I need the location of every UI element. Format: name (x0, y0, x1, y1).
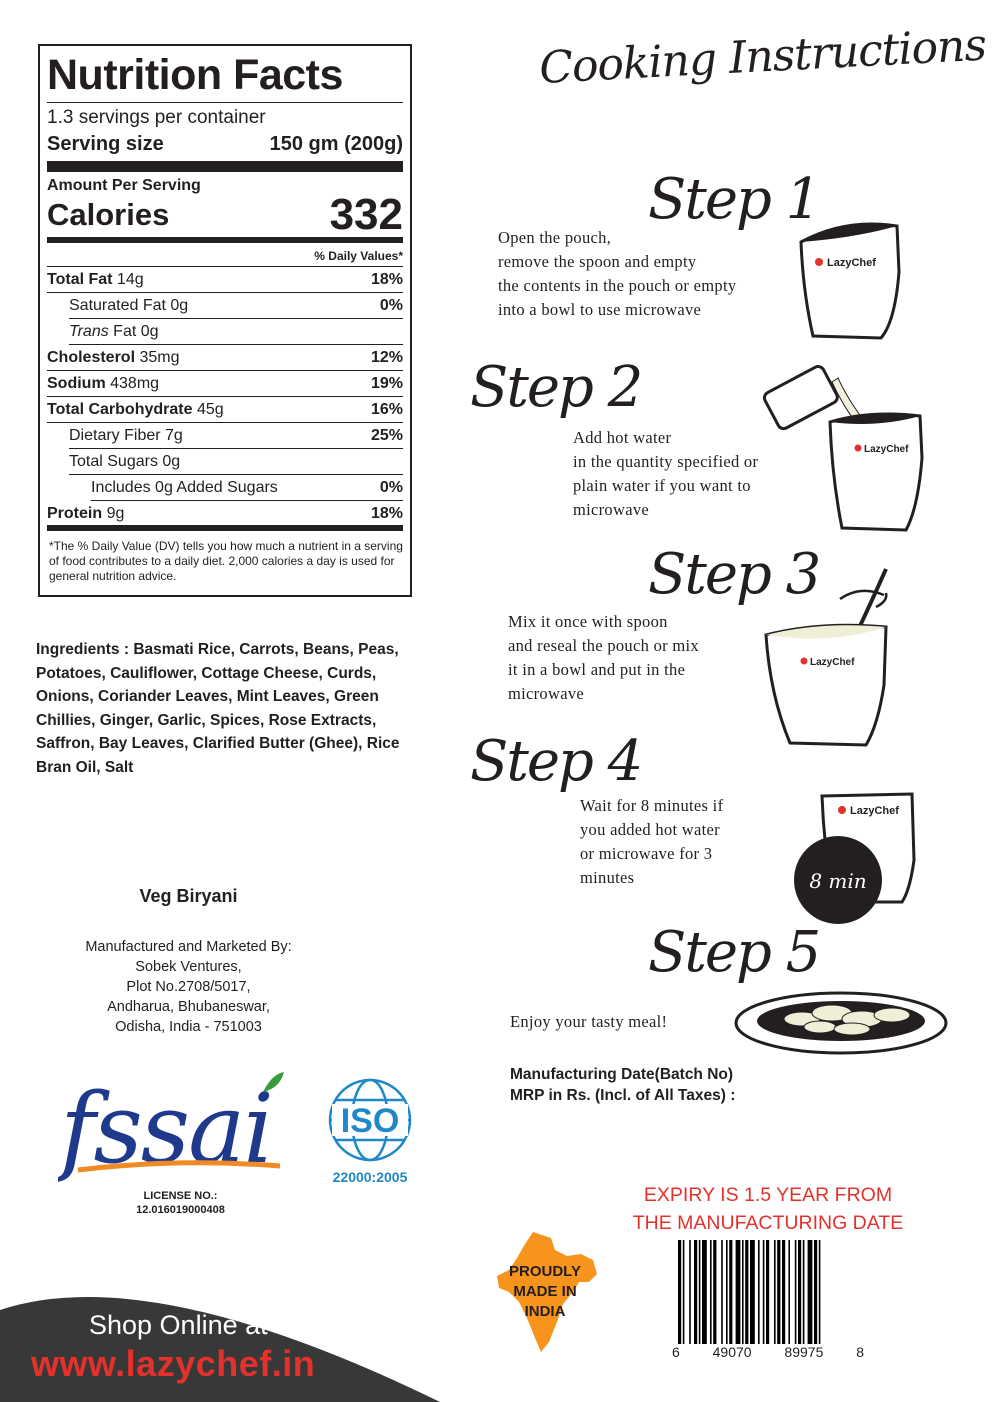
nutrient-amount: 35mg (135, 349, 180, 366)
nutrient-row-protein (47, 501, 403, 531)
barcode-bar (742, 1240, 744, 1355)
nutrient-percent: 18% (370, 505, 403, 522)
nutrient-row-total-sugars (69, 449, 403, 475)
nutrient-row-sodium (47, 371, 403, 397)
step-1-text (498, 226, 736, 322)
daily-value-footnote: *The % Daily Value (DV) tells you how much a nutrient in a serving of food contributes to a daily diet. 2,000 calories a day is used for general nutrition advice. (49, 539, 403, 583)
manufacturing-info (510, 1064, 735, 1106)
nutrient-amount: 14g (112, 271, 144, 288)
pouch-brand: LazyChef (827, 257, 876, 269)
nutrient-percent: 16% (370, 401, 403, 418)
barcode-bar (814, 1240, 817, 1355)
barcode-bar (777, 1240, 780, 1355)
barcode-bar (683, 1240, 685, 1355)
manufacturer-block (36, 937, 341, 1037)
timer-pouch-icon (792, 790, 922, 930)
nutrient-row-dietary-fiber (69, 423, 403, 449)
barcode-bar (745, 1240, 748, 1355)
step-line: Add hot water (573, 428, 672, 447)
daily-values-header: % Daily Values* (47, 243, 403, 267)
step-5-title: Step 5 (648, 920, 820, 985)
barcode-bar (736, 1240, 741, 1355)
india-badge-line: PROUDLY (509, 1263, 581, 1280)
calories-label: Calories (47, 197, 170, 232)
nutrient-name: Total Fat (47, 271, 113, 288)
barcode-bar (694, 1240, 697, 1355)
expiry-line: EXPIRY IS 1.5 YEAR FROM (643, 1184, 893, 1206)
nutrient-percent: 0% (379, 479, 403, 496)
nutrient-amount: Dietary Fiber 7g (69, 427, 183, 444)
barcode-bar (803, 1240, 805, 1355)
nutrient-name: Cholesterol (47, 349, 136, 366)
nutrient-row-cholesterol (47, 345, 403, 371)
calories-value: 332 (329, 190, 403, 239)
barcode-bar (710, 1240, 712, 1355)
barcode-bar (721, 1240, 723, 1355)
barcode-bar (763, 1240, 765, 1355)
barcode-bar (750, 1240, 755, 1355)
timer-badge-label: 8 min (809, 869, 867, 893)
nutrient-percent: 25% (370, 427, 403, 444)
barcode-bar (819, 1240, 821, 1355)
barcode-bar (766, 1240, 769, 1355)
ingredients-list: Ingredients : Basmati Rice, Carrots, Beans, Peas, Potatoes, Cauliflower, Cottage Cheese, Curds, Onions, Coriander Leaves, Mint Leaves, Green Chillies, Ginger, Garlic, Spices, Rose Extracts, Saffron, Bay Leaves, Clarified Butter (Ghee), Rice Bran Oil, Salt (36, 641, 400, 776)
servings-per-container: 1.3 servings per container (47, 107, 266, 128)
barcode-bar (702, 1240, 707, 1355)
step-line: Mix it once with spoon (508, 612, 668, 631)
step-2-text (573, 426, 758, 522)
step-line: Open the pouch, (498, 228, 612, 247)
mix-pouch-icon (760, 565, 900, 750)
nutrient-percent: 18% (370, 271, 403, 288)
license-number: 12.016019000408 (136, 1204, 225, 1216)
iso-logo-text: ISO (340, 1102, 400, 1140)
step-line: remove the spoon and empty (498, 252, 697, 271)
barcode-bar (729, 1240, 732, 1355)
step-5-text (510, 1010, 667, 1034)
nutrient-amount: Saturated Fat 0g (69, 297, 189, 314)
nutrient-italic: Trans (69, 323, 109, 340)
nutrient-row-added-sugars (91, 475, 403, 501)
step-line: microwave (573, 500, 649, 519)
nutrient-amount: Includes 0g Added Sugars (91, 479, 278, 496)
step-1-title: Step 1 (648, 167, 820, 232)
step-line: and reseal the pouch or mix (508, 636, 699, 655)
nutrient-amount: 9g (102, 505, 125, 522)
step-2-title: Step 2 (470, 355, 642, 420)
expiry-notice (628, 1181, 908, 1237)
step-line: you added hot water (580, 820, 720, 839)
barcode-bar (758, 1240, 760, 1355)
nutrient-name: Total Carbohydrate (47, 401, 193, 418)
barcode-digit-group: 8 (856, 1344, 864, 1360)
barcode-bar (782, 1240, 785, 1355)
cooking-instructions-title: Cooking Instructions (538, 19, 988, 94)
iso-logo (322, 1074, 418, 1186)
step-line: plain water if you want to (573, 476, 751, 495)
manufacturer-line: Plot No.2708/5017, (126, 979, 251, 995)
serving-size-value: 150 gm (200g) (269, 133, 403, 155)
step-line: Enjoy your tasty meal! (510, 1012, 668, 1031)
fssai-logo-text: fssai (60, 1073, 272, 1182)
barcode-bar (795, 1240, 797, 1355)
manufacturer-heading: Manufactured and Marketed By: (85, 939, 292, 955)
fssai-license (58, 1189, 303, 1217)
pouch-brand: LazyChef (850, 805, 899, 817)
nutrient-name: Protein (47, 505, 103, 522)
barcode-digits (668, 1344, 868, 1360)
barcode-bar (726, 1240, 728, 1355)
mrp-label: MRP in Rs. (Incl. of All Taxes) : (510, 1087, 736, 1104)
iso-standard: 22000:2005 (332, 1169, 408, 1185)
barcode-bar (774, 1240, 776, 1355)
nutrition-facts-panel (38, 44, 412, 597)
nutrient-percent: 19% (370, 375, 403, 392)
nutrient-percent: 12% (370, 349, 403, 366)
step-line: into a bowl to use microwave (498, 300, 702, 319)
nutrient-amount: Fat 0g (108, 323, 159, 340)
step-3-text (508, 610, 699, 706)
pouch-brand: LazyChef (810, 657, 855, 668)
barcode-bar (788, 1240, 790, 1355)
nutrient-row-total-fat (47, 267, 403, 293)
nutrient-amount: 438mg (105, 375, 160, 392)
plate-of-food-icon (732, 985, 950, 1055)
calories-row (47, 190, 403, 243)
manufacturer-line: Andharua, Bhubaneswar, (107, 999, 270, 1015)
step-line: it in a bowl and put in the (508, 660, 686, 679)
serving-size-row (47, 131, 403, 172)
pour-water-icon (760, 358, 930, 538)
step-line: microwave (508, 684, 584, 703)
made-in-india-badge (493, 1230, 603, 1355)
nutrition-title: Nutrition Facts (47, 50, 403, 103)
manufacturer-line: Odisha, India - 751003 (115, 1019, 262, 1035)
step-4-title: Step 4 (470, 729, 642, 794)
barcode-digit-group: 6 (672, 1344, 680, 1360)
product-name: Veg Biryani (139, 886, 238, 906)
step-line: minutes (580, 868, 635, 887)
step-3-title: Step 3 (648, 542, 820, 607)
shop-online-label: Shop Online at (89, 1310, 268, 1340)
open-pouch-icon (795, 222, 905, 342)
fssai-logo (58, 1062, 288, 1182)
barcode-bar (689, 1240, 691, 1355)
manufacturing-date-label: Manufacturing Date(Batch No) (510, 1066, 734, 1083)
nutrient-amount: 45g (192, 401, 224, 418)
step-line: in the quantity specified or (573, 452, 759, 471)
barcode-digit-group: 89975 (784, 1344, 824, 1360)
step-4-text (580, 794, 723, 890)
step-line: the contents in the pouch or empty (498, 276, 737, 295)
barcode-bar (678, 1240, 681, 1355)
serving-size-label: Serving size (47, 133, 164, 155)
shop-url-link[interactable]: www.lazychef.in (31, 1343, 316, 1384)
nutrient-row-saturated-fat (69, 293, 403, 319)
nutrient-row-trans-fat (69, 319, 403, 345)
barcode (676, 1240, 864, 1355)
nutrient-row-total-carbohydrate (47, 397, 403, 423)
nutrient-amount: Total Sugars 0g (69, 453, 181, 470)
nutrient-percent: 0% (379, 297, 403, 314)
step-line: or microwave for 3 (580, 844, 713, 863)
pouch-brand: LazyChef (864, 444, 909, 455)
barcode-bar (699, 1240, 701, 1355)
amount-per-serving: Amount Per Serving (47, 177, 201, 194)
nutrient-name: Sodium (47, 375, 106, 392)
barcode-bar (713, 1240, 716, 1355)
india-badge-line: INDIA (524, 1303, 566, 1320)
barcode-digit-group: 49070 (712, 1344, 752, 1360)
barcode-bar (798, 1240, 801, 1355)
manufacturer-line: Sobek Ventures, (135, 959, 242, 975)
license-label: LICENSE NO.: (143, 1190, 218, 1202)
barcode-bar (808, 1240, 813, 1355)
step-line: Wait for 8 minutes if (580, 796, 724, 815)
india-badge-line: MADE IN (513, 1283, 577, 1300)
expiry-line: THE MANUFACTURING DATE (632, 1212, 904, 1234)
